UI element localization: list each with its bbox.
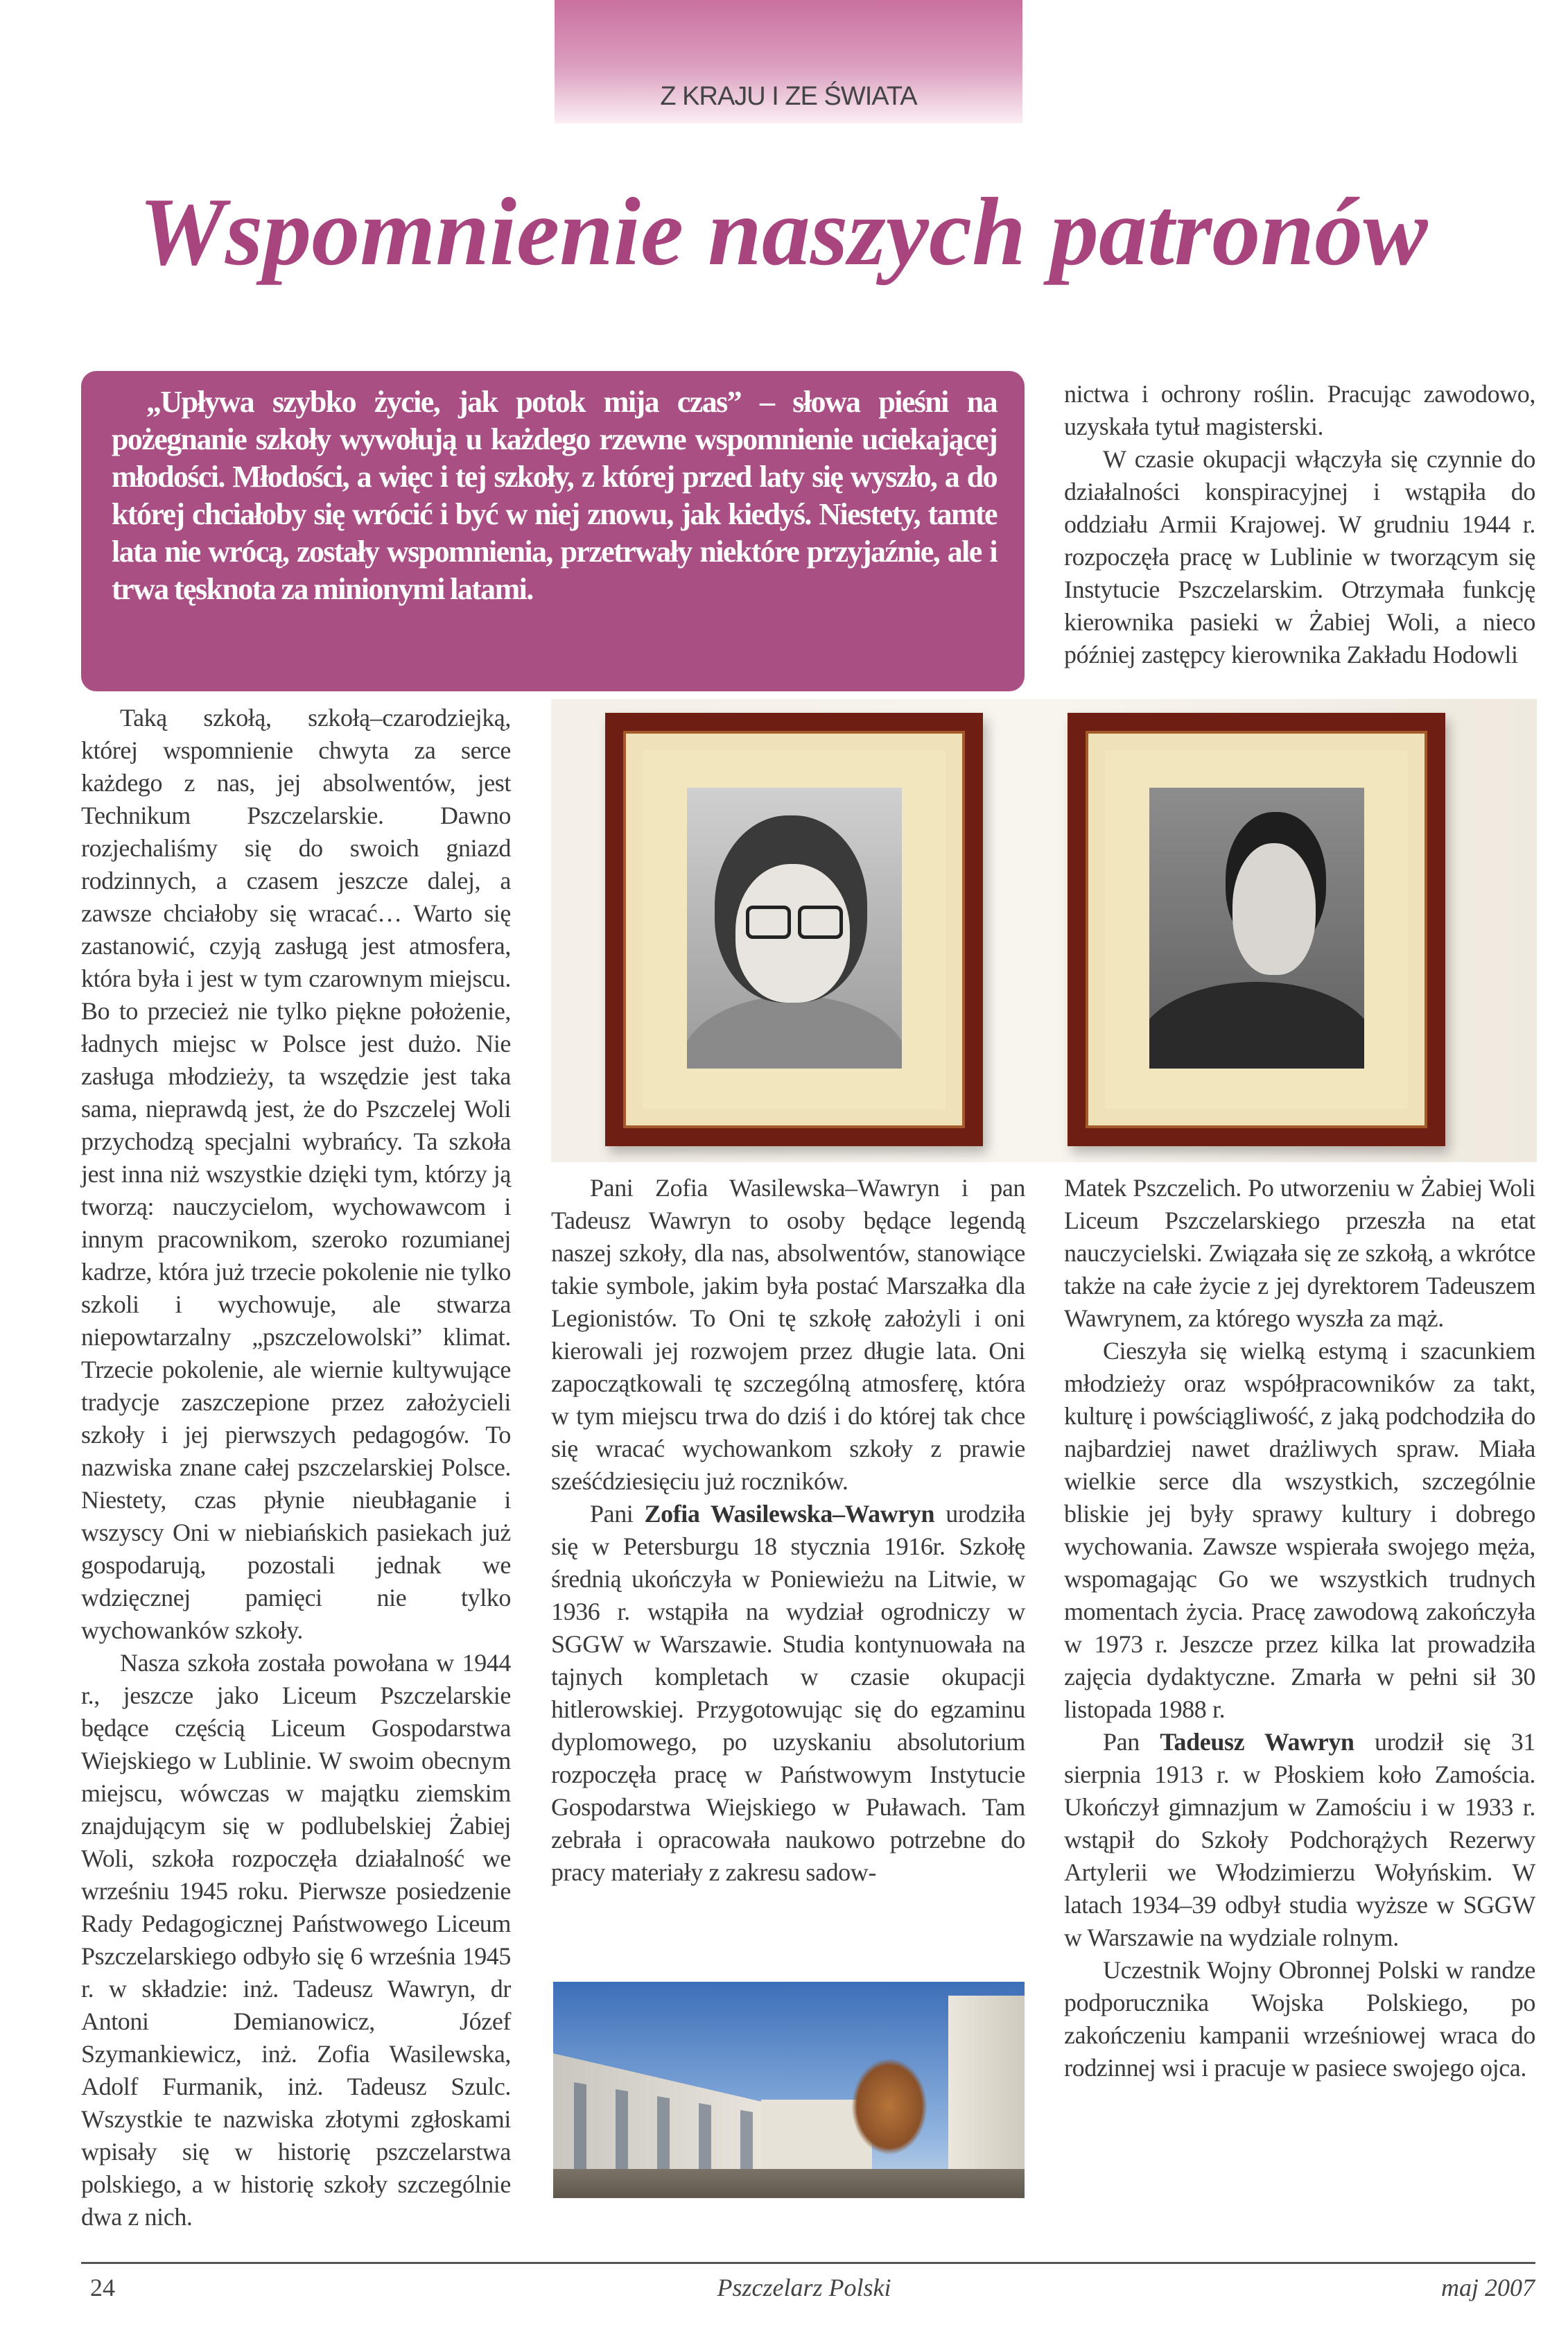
- school-building-photo: [553, 1982, 1025, 2198]
- column-right-bottom: [1064, 1172, 1535, 2084]
- portrait-zofia-image: [687, 788, 902, 1069]
- text: urodził się 31 sierpnia 1913 r. w Płoskiem koło Zamościa. Ukończył gimnazjum w Zamościu i w 1933 r. wstąpił do Szkoły Podchorążych Rezerwy Artylerii we Włodzimierzu Wołyńskim. W latach 1934–39 odbył studia wyższe w SGGW w Warszawie na wydziale rolnym.: [1064, 1728, 1535, 1951]
- paragraph: Cieszyła się wielką estymą i szacunkiem młodzieży oraz współpracowników za takt, kulturę i powściągliwość, z jaką podchodziła do najbardziej nawet drażliwych spraw. Miała wielkie serce dla wszystkich, szczególnie bliskie jej były sprawy kultury i dobrego wychowania. Zawsze wspierała swojego męża, wspomagając Go we wszystkich trudnych momentach życia. Pracę zawodową zakończyła w 1973 r. Jeszcze przez kilka lat prowadziła zajęcia dydaktyczne. Zmarła w pełni sił 30 listopada 1988 r.: [1064, 1337, 1535, 1723]
- portrait-tadeusz-image: [1149, 788, 1364, 1069]
- issue-date: maj 2007: [1441, 2274, 1535, 2301]
- paragraph: Pani Zofia Wasilewska–Wawryn i pan Tadeusz Wawryn to osoby będące legendą naszej szkoły, dla nas, absolwentów, stanowiące takie symbole, jakim była postać Marszałka dla Legionistów. To Oni tę szkołę założyli i oni kierowali jej rozwojem przez długie lata. Oni zapoczątkowali tę szczególną atmosferę, która w tym miejscu trwa do dziś i do której tak chce się wracać wychowankom szkoły z prawie sześćdziesięciu już roczników.: [551, 1174, 1025, 1495]
- section-label: Z KRAJU I ZE ŚWIATA: [660, 82, 917, 111]
- portrait-frame-zofia: [605, 713, 983, 1146]
- text: urodziła się w Petersburgu 18 stycznia 1916r. Szkołę średnią ukończyła w Poniewieżu na Litwie, w 1936 r. wstąpiła na wydział ogrodniczy w SGGW w Warszawie. Studia kontynuowała na tajnych kompletach w czasie okupacji hitlerowskiej. Przygotowując się do egzaminu dyplomowego, po uzyskaniu absolutorium rozpoczęła pracę w Państwowym Instytucie Gospodarstwa Wiejskiego w Puławach. Tam zebrała i opracowała naukowo potrzebne do pracy materiały z zakresu sadow-: [551, 1500, 1025, 1886]
- bold-name: Tadeusz Wawryn: [1160, 1728, 1354, 1756]
- paragraph: W czasie okupacji włączyła się czynnie do działalności konspiracyjnej i wstąpiła do oddziału Armii Krajowej. W grudniu 1944 r. rozpoczęła pracę w Lublinie w tworzącym się Instytucie Pszczelarskim. Otrzymała funkcję kierownika pasieki w Żabiej Woli, a nieco później zastępcy kierownika Zakładu Hodowli: [1064, 445, 1535, 668]
- paragraph: nictwa i ochrony roślin. Pracując zawodowo, uzyskała tytuł magisterski.: [1064, 380, 1535, 440]
- portraits-photo: [551, 699, 1537, 1162]
- paragraph: [1064, 1726, 1535, 1954]
- text: Pan: [1103, 1728, 1160, 1756]
- article-title: Wspomnienie naszych patronów: [139, 178, 1428, 286]
- text: Pani: [590, 1500, 645, 1528]
- footer-divider: [81, 2262, 1535, 2264]
- paragraph: Uczestnik Wojny Obronnej Polski w randze podporucznika Wojska Polskiego, po zakończeniu kampanii wrześniowej wraca do rodzinnej wsi i pracuje w pasiece swojego ojca.: [1064, 1956, 1535, 2082]
- column-left: [81, 702, 511, 2233]
- pull-quote-box: [81, 371, 1025, 691]
- page-number: 24: [90, 2274, 115, 2301]
- column-right-top: [1064, 378, 1535, 671]
- paragraph: Nasza szkoła została powołana w 1944 r., jeszcze jako Liceum Pszczelarskie będące częścią Liceum Gospodarstwa Wiejskiego w Lublinie. W swoim obecnym miejscu, wówczas w majątku ziemskim znajdującym się w podlubelskiej Żabiej Woli, szkoła rozpoczęła działalność we wrześniu 1945 roku. Pierwsze posiedzenie Rady Pedagogicznej Państwowego Liceum Pszczelarskiego odbyło się 6 września 1945 r. w składzie: inż. Tadeusz Wawryn, dr Antoni Demianowicz, Józef Szymankiewicz, inż. Zofia Wasilewska, Adolf Furmanik, inż. Tadeusz Szulc. Wszystkie te nazwiska złotymi zgłoskami wpisały się w historię pszczelarstwa polskiego, a w historię szkoły szczególnie dwa z nich.: [81, 1649, 511, 2231]
- paragraph: Matek Pszczelich. Po utworzeniu w Żabiej Woli Liceum Pszczelarskiego przeszła na etat nauczycielski. Związała się ze szkołą, a wkrótce także na całe życie z jej dyrektorem Tadeuszem Wawrynem, za którego wyszła za mąż.: [1064, 1174, 1535, 1332]
- paragraph: Taką szkołą, szkołą–czarodziejką, której wspomnienie chwyta za serce każdego z nas, jej absolwentów, jest Technikum Pszczelarskie. Dawno rozjechaliśmy się do swoich gniazd rodzinnych, a czasem jeszcze dalej, a zawsze chciałoby się wracać… Warto się zastanowić, czyją zasługą jest atmosfera, która była i jest w tym czarownym miejscu. Bo to przecież nie tylko piękne położenie, ładnych miejsc w Polsce jest dużo. Nie zasługa młodzieży, ta wszędzie jest taka sama, nieprawdą jest, że do Pszczelej Woli przychodzą specjalni wybrańcy. Ta szkoła jest inna niż wszystkie dzięki tym, którzy ją tworzą: nauczycielom, wychowawcom i innym pracownikom, szeroko rozumianej kadrze, która już trzecie pokolenie nie tylko szkoli i wychowuje, ale stwarza niepowtarzalny „pszczelowolski” klimat. Trzecie pokolenie, ale wiernie kultywujące tradycje zaszczepione przez założycieli szkoły i jej pierwszych pedagogów. To nazwiska znane całej pszczelarskiej Polsce. Niestety, czas płynie nieubłaganie i wszyscy Oni w niebiańskich pasiekach już gospodarują, pozostali jednak we wdzięcznej pamięci nie tylko wychowanków szkoły.: [81, 704, 511, 1644]
- magazine-name: Pszczelarz Polski: [717, 2274, 891, 2301]
- paragraph: [551, 1498, 1025, 1889]
- portrait-frame-tadeusz: [1068, 713, 1445, 1146]
- bold-name: Zofia Wasilewska–Wawryn: [644, 1500, 935, 1528]
- pull-quote-text: „Upływa szybko życie, jak potok mija czas” – słowa pieśni na pożegnanie szkoły wywołują u każdego rzewne wspomnienie uciekającej młodości. Młodości, a więc i tej szkoły, z której przed laty się wyszło, a do której chciałoby się wrócić i być w niej znowu, jak kiedyś. Niestety, tamte lata nie wrócą, zostały wspomnienia, przetrwały niektóre przyjaźnie, ale i trwa tęsknota za minionymi latami.: [112, 385, 997, 606]
- column-middle: [551, 1172, 1025, 1889]
